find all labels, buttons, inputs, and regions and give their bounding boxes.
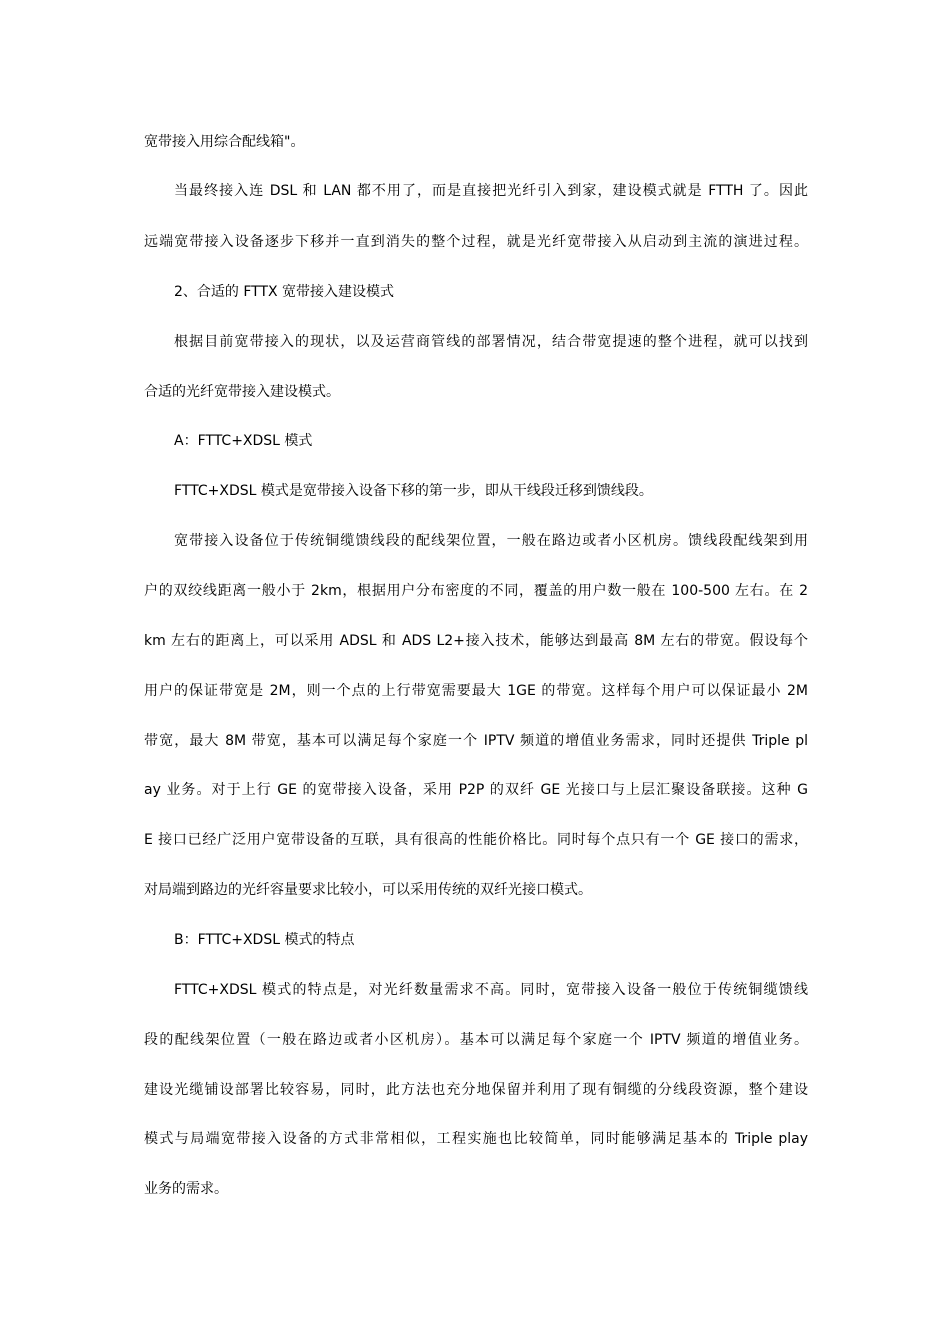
text-line: 合适的光纤宽带接入建设模式。 <box>144 384 340 400</box>
text-line: FTTC+XDSL 模式的特点是，对光纤数量需求不高。同时，宽带接入设备一般位于传统铜缆馈线 <box>174 982 808 998</box>
text-line: 建设光缆铺设部署比较容易，同时，此方法也充分地保留并利用了现有铜缆的分线段资源，整个建设 <box>144 1082 808 1098</box>
text-line: 带宽，最大 8M 带宽，基本可以满足每个家庭一个 IPTV 频道的增值业务需求，同时还提供 Triple pl <box>144 733 808 749</box>
text-line: 业务的需求。 <box>144 1181 228 1197</box>
text-line: 宽带接入设备位于传统铜缆馈线段的配线架位置，一般在路边或者小区机房。馈线段配线架到用 <box>174 533 808 549</box>
subsection-heading: A：FTTC+XDSL 模式 <box>174 433 313 449</box>
text-line: 根据目前宽带接入的现状，以及运营商管线的部署情况，结合带宽提速的整个进程，就可以找到 <box>174 334 808 350</box>
text-line: 对局端到路边的光纤容量要求比较小，可以采用传统的双纤光接口模式。 <box>144 882 592 898</box>
text-line: FTTC+XDSL 模式是宽带接入设备下移的第一步，即从干线段迁移到馈线段。 <box>174 483 653 499</box>
text-line: km 左右的距离上，可以采用 ADSL 和 ADS L2+接入技术，能够达到最高 8M 左右的带宽。假设每个 <box>144 633 808 649</box>
text-line: 宽带接入用综合配线箱"。 <box>144 134 305 150</box>
text-line: ay 业务。对于上行 GE 的宽带接入设备，采用 P2P 的双纤 GE 光接口与上层汇聚设备联接。这种 G <box>144 782 808 798</box>
text-line: 当最终接入连 DSL 和 LAN 都不用了，而是直接把光纤引入到家，建设模式就是 FTTH 了。因此 <box>174 183 808 199</box>
section-heading: 2、合适的 FTTX 宽带接入建设模式 <box>174 284 395 300</box>
subsection-heading: B：FTTC+XDSL 模式的特点 <box>174 932 355 948</box>
text-line: 远端宽带接入设备逐步下移并一直到消失的整个过程，就是光纤宽带接入从启动到主流的演进过程。 <box>144 234 808 250</box>
text-line: 段的配线架位置（一般在路边或者小区机房）。基本可以满足每个家庭一个 IPTV 频道的增值业务。 <box>144 1032 808 1048</box>
text-line: E 接口已经广泛用户宽带设备的互联，具有很高的性能价格比。同时每个点只有一个 GE 接口的需求， <box>144 832 808 848</box>
text-line: 户的双绞线距离一般小于 2km，根据用户分布密度的不同，覆盖的用户数一般在 100-500 左右。在 2 <box>144 583 808 599</box>
text-line: 用户的保证带宽是 2M，则一个点的上行带宽需要最大 1GE 的带宽。这样每个用户可以保证最小 2M <box>144 683 808 699</box>
text-line: 模式与局端宽带接入设备的方式非常相似，工程实施也比较简单，同时能够满足基本的 Triple play <box>144 1131 808 1147</box>
